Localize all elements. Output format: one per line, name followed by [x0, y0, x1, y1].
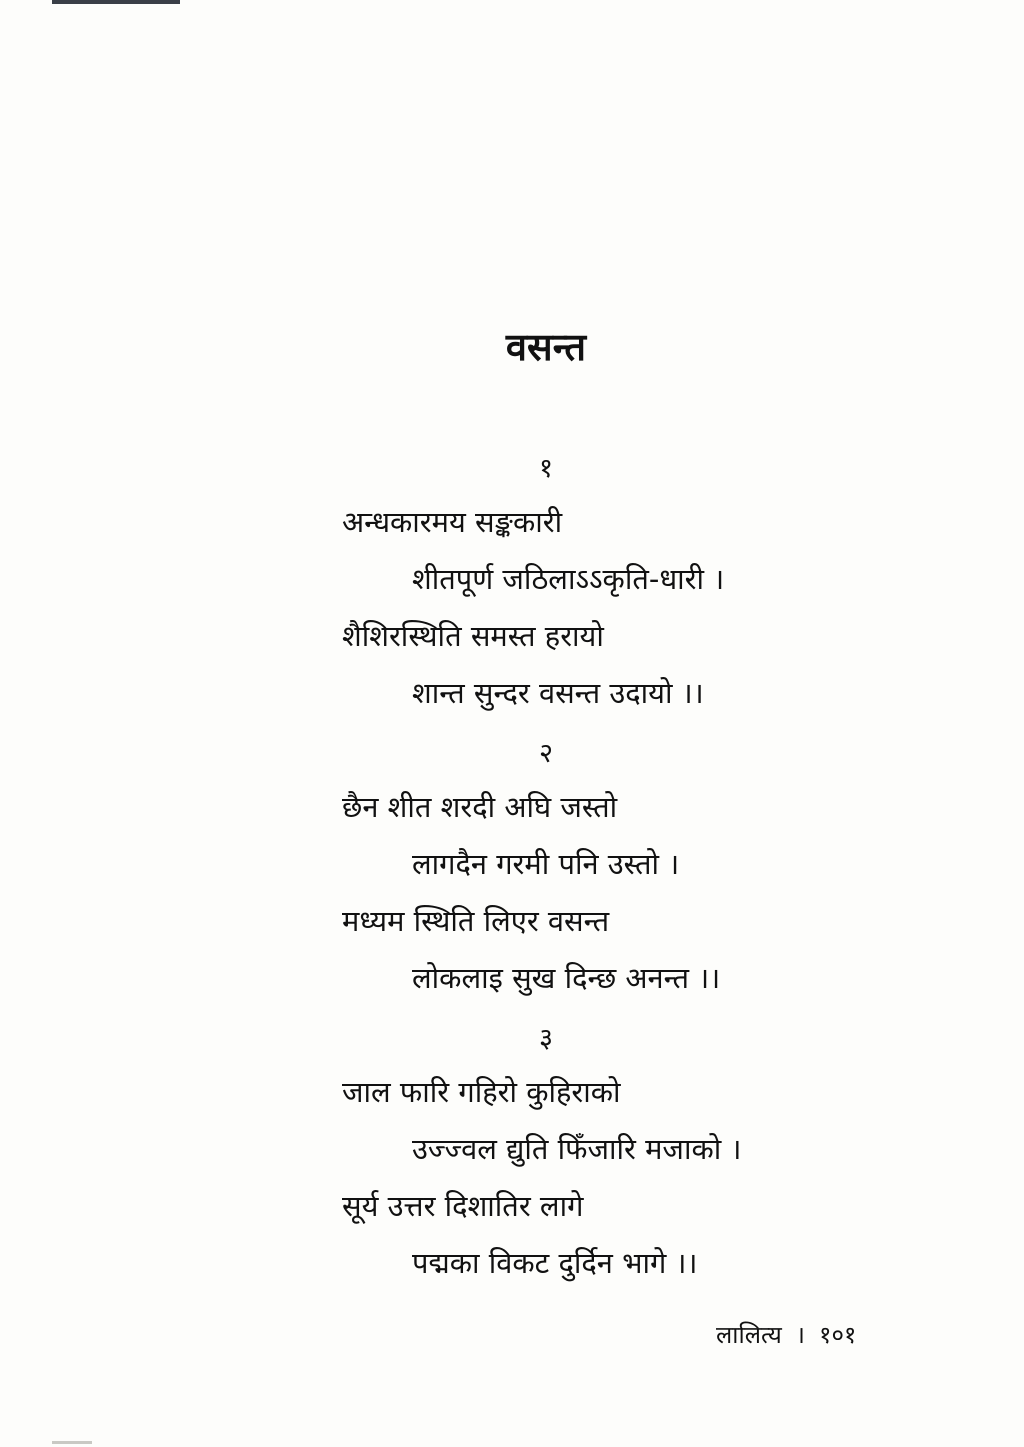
poem-line: छैन शीत शरदी अघि जस्तो [342, 790, 618, 824]
stanza-number: ३ [538, 1023, 554, 1054]
stanza-number: १ [538, 453, 554, 484]
footer-separator: । [795, 1321, 805, 1349]
page-edge-shadow [52, 0, 180, 4]
poem-line: शान्त सुन्दर वसन्त उदायो ।। [412, 676, 704, 710]
poem-line: अन्धकारमय सङ्ककारी [342, 505, 563, 539]
poem-line: लागदैन गरमी पनि उस्तो । [412, 847, 680, 881]
poem-line: लोकलाइ सुख दिन्छ अनन्त ।। [412, 961, 721, 995]
running-title: लालित्य [716, 1321, 782, 1349]
poem-line: पद्मका विकट दुर्दिन भागे ।। [412, 1246, 698, 1280]
stanza-number: २ [538, 738, 554, 769]
poem-line: मध्यम स्थिति लिएर वसन्त [342, 904, 610, 938]
poem-line: जाल फारि गहिरो कुहिराको [342, 1075, 621, 1109]
page-footer [716, 1318, 856, 1351]
poem-line: उज्ज्वल द्युति फिँजारि मजाको । [412, 1132, 742, 1166]
poem-title: वसन्त [505, 325, 587, 369]
poem-line: शीतपूर्ण जठिलाऽऽकृति-धारी । [412, 562, 725, 596]
page-number: १०१ [818, 1321, 857, 1349]
page-edge-mark [52, 1441, 92, 1444]
poem-line: शैशिरस्थिति समस्त हरायो [342, 619, 604, 653]
poem-line: सूर्य उत्तर दिशातिर लागे [342, 1189, 584, 1223]
